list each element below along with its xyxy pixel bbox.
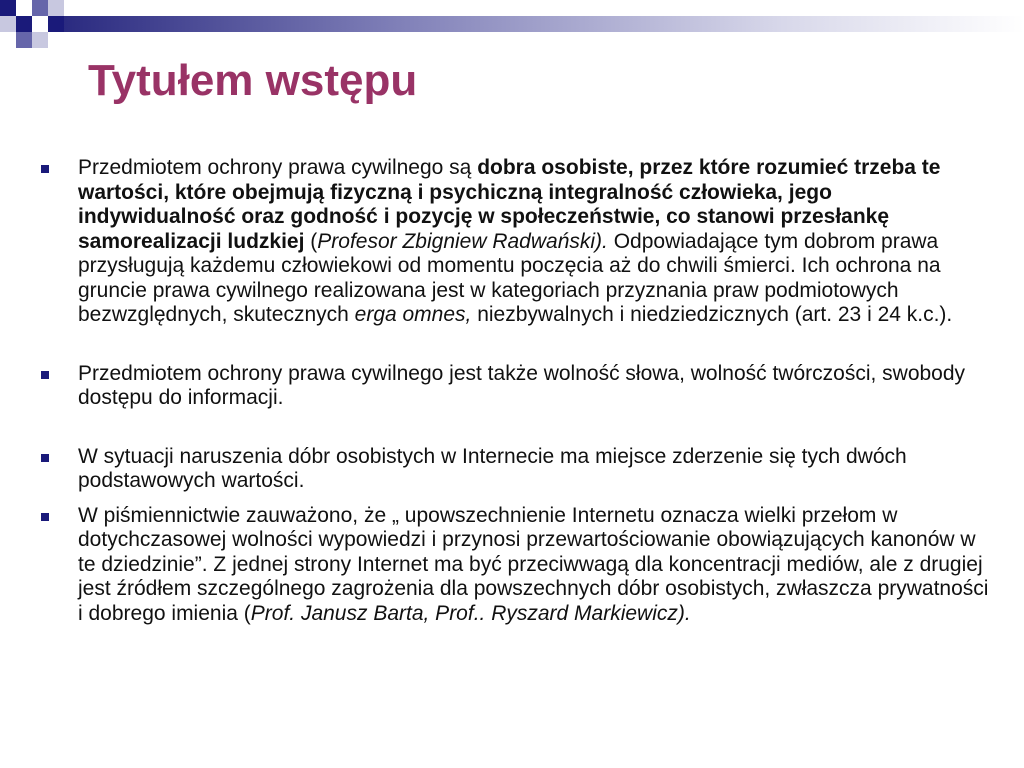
deco-square — [32, 32, 48, 48]
deco-square — [48, 16, 64, 32]
bullet-item-literature — [40, 504, 990, 627]
deco-square — [0, 0, 16, 16]
bullet-item-personal-goods — [40, 156, 990, 328]
bullet-text: niezbywalnych i niedziedzicznych (art. 23 i 24 k.c.). — [471, 303, 953, 326]
bullet-text: Przedmiotem ochrony prawa cywilnego są — [78, 156, 478, 179]
slide-title: Tytułem wstępu — [88, 56, 418, 105]
bullet-marker — [41, 165, 49, 173]
deco-square — [16, 32, 32, 48]
bullet-latin-term: erga omnes, — [354, 303, 472, 326]
bullet-list — [40, 156, 990, 626]
deco-square — [32, 0, 48, 16]
deco-square — [0, 16, 16, 32]
bullet-text: W piśmiennictwie zauważono, że „ upowszechnienie Internetu oznacza wielki przełom w dotychczasowej wolności wypowiedzi i przynosi przewartościowanie obowiązujących kanonów w te dziedzinie”. Z jednej strony Internet ma być przeciwwagą dla koncentracji mediów, ale z drugiej jest źródłem szczególnego zagrożenia dla powszechnych dóbr osobistych, zwłaszcza prywatności i dobrego imienia ( — [78, 503, 989, 625]
deco-square — [16, 16, 32, 32]
bullet-text: Odpowiadające tym dobrom prawa przysługują każdemu człowiekowi od momentu poczęcia aż do chwili śmierci. Ich ochrona na gruncie prawa cywilnego realizowana jest w kategoriach przyznania praw podmiotowych bezwzględnych, skutecznych — [78, 229, 941, 326]
bullet-marker — [41, 513, 49, 521]
deco-square — [32, 16, 48, 32]
bullet-bold-text: dobra osobiste, przez które rozumieć trzeba te wartości, które obejmują fizyczną i psychiczną integralność człowieka, jego indywidualność oraz godność i pozycję w społeczeństwie, co stanowi przesłankę samorealizacji ludzkiej — [78, 156, 941, 253]
bullet-text: Przedmiotem ochrony prawa cywilnego jest także wolność słowa, wolność twórczości, swobody dostępu do informacji. — [78, 361, 966, 409]
bullet-text: ( — [304, 229, 318, 253]
bullet-marker — [41, 371, 49, 379]
deco-square — [16, 0, 32, 16]
deco-square — [48, 0, 64, 16]
bullet-item-internet-conflict — [40, 445, 990, 494]
deco-square — [48, 32, 64, 48]
bullet-marker — [41, 454, 49, 462]
bullet-text: W sytuacji naruszenia dóbr osobistych w Internecie ma miejsce zderzenie się tych dwóch podstawowych wartości. — [78, 444, 907, 492]
header-gradient-bar — [62, 16, 1024, 32]
header-decoration — [0, 0, 1024, 60]
bullet-citation: Prof. Janusz Barta, Prof.. Ryszard Markiewicz). — [250, 601, 691, 625]
bullet-item-freedom-of-speech — [40, 362, 990, 411]
bullet-citation: Profesor Zbigniew Radwański). — [317, 229, 608, 253]
